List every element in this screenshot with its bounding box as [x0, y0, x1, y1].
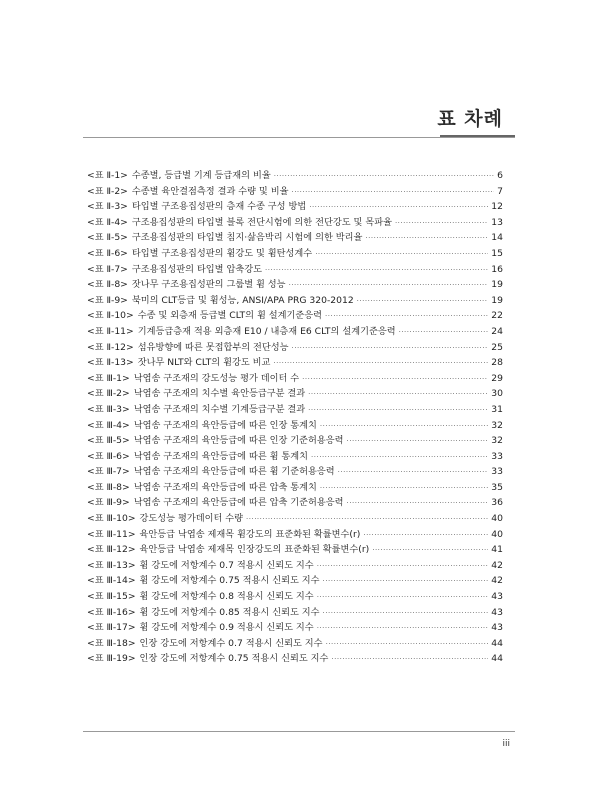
toc-leader-dots [372, 543, 488, 559]
toc-entry-label: <표 Ⅲ-1> [87, 372, 130, 384]
toc-entry-label: <표 Ⅲ-2> [87, 388, 130, 400]
toc-entry-page: 44 [491, 637, 503, 649]
toc-entry-page: 32 [491, 419, 503, 431]
toc-entry-label: <표 Ⅲ-11> [87, 528, 136, 540]
toc-leader-dots [326, 637, 489, 653]
toc-entry-page: 43 [491, 606, 503, 618]
toc-entry-label: <표 Ⅱ-8> [87, 279, 128, 291]
toc-entry-title: 낙엽송 구조재의 강도성능 평가 데이터 수 [133, 372, 300, 384]
toc-entry[interactable] [87, 199, 503, 215]
toc-entry-title: 낙엽송 구조재의 육안등급에 따른 인장 기준허용응력 [133, 435, 344, 447]
toc-leader-dots [291, 185, 494, 201]
toc-entry-label: <표 Ⅲ-14> [87, 575, 136, 587]
toc-leader-dots [289, 278, 489, 294]
toc-entry[interactable] [87, 480, 503, 496]
toc-entry[interactable] [87, 449, 503, 465]
toc-entry-label: <표 Ⅱ-13> [87, 357, 134, 369]
toc-entry-label: <표 Ⅲ-9> [87, 497, 130, 509]
toc-entry-page: 41 [491, 544, 503, 556]
toc-entry-page: 29 [491, 372, 503, 384]
toc-entry-label: <표 Ⅲ-12> [87, 544, 136, 556]
toc-entry-title: 수종 및 외층재 등급별 CLT의 휨 설계기준응력 [137, 310, 323, 322]
toc-entry-title: 구조용집성판의 타입별 블록 전단시험에 의한 전단강도 및 목파율 [131, 216, 392, 228]
toc-entry-label: <표 Ⅲ-13> [87, 559, 136, 571]
toc-leader-dots [317, 559, 489, 575]
toc-entry-title: 낙엽송 구조재의 육안등급에 따른 인장 통계치 [133, 419, 317, 431]
toc-entry-title: 강도성능 평가데이터 수량 [139, 513, 244, 525]
toc-entry-label: <표 Ⅲ-18> [87, 637, 136, 649]
toc-entry-title: 기계등급층재 적용 외층재 E10 / 내층재 E6 CLT의 설계기준응력 [137, 325, 396, 337]
toc-entry[interactable] [87, 558, 503, 574]
toc-entry-label: <표 Ⅲ-16> [87, 606, 136, 618]
toc-entry-label: <표 Ⅲ-4> [87, 419, 130, 431]
header-rule-accent [440, 135, 515, 137]
toc-entry[interactable] [87, 215, 503, 231]
toc-entry[interactable] [87, 651, 503, 667]
toc-entry-title: 구조용집성판의 타입별 압축강도 [131, 263, 262, 275]
toc-entry[interactable] [87, 511, 503, 527]
toc-entry-title: 타입별 구조용집성판의 층재 수종 구성 방법 [131, 201, 307, 213]
toc-entry[interactable] [87, 371, 503, 387]
toc-entry-label: <표 Ⅲ-3> [87, 403, 130, 415]
toc-leader-dots [347, 434, 489, 450]
toc-entry-label: <표 Ⅱ-2> [87, 185, 128, 197]
toc-entry[interactable] [87, 184, 503, 200]
toc-entry[interactable] [87, 355, 503, 371]
toc-entry-title: 육안등급 낙엽송 제재목 인장강도의 표준화된 확률변수(r) [139, 544, 370, 556]
toc-leader-dots [331, 652, 488, 668]
toc-leader-dots [365, 231, 488, 247]
toc-entry-title: 타입별 구조용집성판의 휨강도 및 휨탄성계수 [131, 247, 313, 259]
toc-entry-label: <표 Ⅲ-15> [87, 591, 136, 603]
toc-entry-label: <표 Ⅱ-1> [87, 170, 128, 181]
toc-entry-page: 13 [491, 216, 503, 228]
toc-entry[interactable] [87, 433, 503, 449]
toc-entry[interactable] [87, 324, 503, 340]
toc-entry-page: 24 [491, 325, 503, 337]
toc-entry-title: 낙엽송 구조재의 육안등급에 따른 휨 통계치 [133, 450, 309, 462]
toc-entry[interactable] [87, 386, 503, 402]
toc-entry-page: 32 [491, 435, 503, 447]
toc-entry-page: 30 [491, 388, 503, 400]
toc-entry-title: 구조용집성판의 타입별 침지·삶음박리 시험에 의한 박리율 [131, 232, 363, 244]
toc-entry-label: <표 Ⅱ-5> [87, 232, 128, 244]
toc-entry[interactable] [87, 168, 503, 184]
toc-entry-label: <표 Ⅱ-3> [87, 201, 128, 213]
toc-entry[interactable] [87, 495, 503, 511]
toc-entry-page: 44 [491, 653, 503, 665]
toc-entry-page: 28 [491, 357, 503, 369]
toc-entry-label: <표 Ⅲ-17> [87, 622, 136, 634]
toc-leader-dots [274, 169, 494, 185]
toc-leader-dots [308, 387, 488, 403]
toc-entry-title: 휨 강도에 저항계수 0.7 적용시 신뢰도 지수 [139, 559, 314, 571]
toc-entry-page: 35 [491, 481, 503, 493]
toc-entry-label: <표 Ⅲ-6> [87, 450, 130, 462]
toc-leader-dots [357, 294, 489, 310]
toc-entry-title: 휨 강도에 저항계수 0.85 적용시 신뢰도 지수 [139, 606, 320, 618]
toc-entry[interactable] [87, 620, 503, 636]
toc-entry-title: 낙엽송 구조재의 치수별 육안등급구분 결과 [133, 388, 306, 400]
toc-entry-label: <표 Ⅱ-12> [87, 341, 134, 353]
toc-entry-page: 22 [491, 310, 503, 322]
toc-entry-page: 15 [491, 247, 503, 259]
toc-entry-title: 수종별, 등급별 기계 등급재의 비율 [131, 170, 271, 181]
toc-entry-title: 휨 강도에 저항계수 0.8 적용시 신뢰도 지수 [139, 591, 314, 603]
toc-entry-title: 인장 강도에 저항계수 0.7 적용시 신뢰도 지수 [139, 637, 323, 649]
page-number: iii [502, 739, 510, 749]
toc-entry-title: 낙엽송 구조재의 치수별 기계등급구분 결과 [133, 403, 306, 415]
toc-entry-label: <표 Ⅲ-7> [87, 466, 130, 478]
toc-entry-title: 육안등급 낙엽송 제재목 휨강도의 표준화된 확률변수(r) [139, 528, 361, 540]
toc-leader-dots [323, 606, 489, 622]
page-title: 표 차례 [437, 108, 503, 130]
toc-leader-dots [315, 247, 488, 263]
toc-entry[interactable] [87, 589, 503, 605]
toc-entry-label: <표 Ⅲ-5> [87, 435, 130, 447]
toc-entry-label: <표 Ⅲ-19> [87, 653, 136, 665]
toc-entry-page: 6 [497, 170, 503, 181]
toc-leader-dots [320, 481, 488, 497]
toc-entry-label: <표 Ⅲ-10> [87, 513, 136, 525]
toc-entry-page: 19 [491, 294, 503, 306]
toc-entry[interactable] [87, 402, 503, 418]
toc-entry[interactable] [87, 542, 503, 558]
toc-entry-title: 북미의 CLT등급 및 휨성능, ANSI/APA PRG 320-2012 [131, 294, 354, 306]
toc-entry[interactable] [87, 527, 503, 543]
toc-leader-dots [308, 403, 488, 419]
table-of-contents-list [87, 168, 503, 667]
toc-entry-title: 잣나무 구조용집성판의 그룹별 휨 성능 [131, 279, 286, 291]
toc-entry-label: <표 Ⅱ-7> [87, 263, 128, 275]
toc-entry-title: 낙엽송 구조재의 육안등급에 따른 압축 통계치 [133, 481, 317, 493]
toc-entry-page: 43 [491, 591, 503, 603]
toc-entry-title: 인장 강도에 저항계수 0.75 적용시 신뢰도 지수 [139, 653, 329, 665]
toc-entry-label: <표 Ⅱ-4> [87, 216, 128, 228]
toc-entry-page: 33 [491, 466, 503, 478]
toc-leader-dots [317, 621, 489, 637]
toc-entry-page: 42 [491, 575, 503, 587]
toc-entry-title: 낙엽송 구조재의 육안등급에 따른 휨 기준허용응력 [133, 466, 335, 478]
toc-leader-dots [338, 465, 489, 481]
toc-entry[interactable] [87, 246, 503, 262]
toc-entry-title: 잣나무 NLT와 CLT의 휨강도 비교 [137, 357, 271, 369]
toc-entry[interactable] [87, 277, 503, 293]
toc-entry-title: 섬유방향에 따른 못접합부의 전단성능 [137, 341, 289, 353]
toc-entry-page: 40 [491, 513, 503, 525]
toc-entry[interactable] [87, 230, 503, 246]
toc-leader-dots [395, 216, 488, 232]
toc-entry[interactable] [87, 573, 503, 589]
footer-rule [83, 731, 515, 732]
toc-leader-dots [246, 512, 488, 528]
toc-entry[interactable] [87, 464, 503, 480]
toc-entry[interactable] [87, 262, 503, 278]
toc-entry[interactable] [87, 418, 503, 434]
toc-leader-dots [399, 325, 489, 341]
toc-entry-page: 7 [497, 185, 503, 197]
toc-entry-title: 낙엽송 구조재의 육안등급에 따른 압축 기준허용응력 [133, 497, 344, 509]
toc-entry[interactable] [87, 636, 503, 652]
toc-leader-dots [273, 356, 488, 372]
toc-entry-page: 19 [491, 279, 503, 291]
toc-entry[interactable] [87, 605, 503, 621]
toc-entry-page: 25 [491, 341, 503, 353]
toc-entry-page: 36 [491, 497, 503, 509]
toc-leader-dots [302, 372, 488, 388]
toc-leader-dots [309, 200, 488, 216]
toc-entry-label: <표 Ⅱ-11> [87, 325, 134, 337]
toc-entry-page: 16 [491, 263, 503, 275]
toc-entry-label: <표 Ⅱ-10> [87, 310, 134, 322]
toc-entry-page: 33 [491, 450, 503, 462]
toc-entry-page: 12 [491, 201, 503, 213]
toc-leader-dots [320, 419, 488, 435]
toc-entry-title: 휨 강도에 저항계수 0.9 적용시 신뢰도 지수 [139, 622, 314, 634]
toc-entry-page: 43 [491, 622, 503, 634]
header-rule [83, 137, 515, 138]
toc-entry[interactable] [87, 293, 503, 309]
toc-leader-dots [325, 309, 488, 325]
toc-entry-label: <표 Ⅲ-8> [87, 481, 130, 493]
toc-entry-page: 14 [491, 232, 503, 244]
toc-leader-dots [292, 341, 489, 357]
toc-leader-dots [311, 450, 488, 466]
toc-entry-title: 수종별 육안결점측정 결과 수량 및 비율 [131, 185, 289, 197]
toc-entry-page: 40 [491, 528, 503, 540]
toc-entry-page: 31 [491, 403, 503, 415]
toc-entry-label: <표 Ⅱ-6> [87, 247, 128, 259]
toc-leader-dots [347, 496, 489, 512]
toc-entry[interactable] [87, 308, 503, 324]
toc-entry-title: 휨 강도에 저항계수 0.75 적용시 신뢰도 지수 [139, 575, 320, 587]
toc-entry-label: <표 Ⅱ-9> [87, 294, 128, 306]
toc-leader-dots [317, 590, 489, 606]
toc-entry[interactable] [87, 340, 503, 356]
toc-leader-dots [265, 263, 488, 279]
toc-entry-page: 42 [491, 559, 503, 571]
toc-leader-dots [323, 574, 489, 590]
toc-leader-dots [363, 528, 488, 544]
